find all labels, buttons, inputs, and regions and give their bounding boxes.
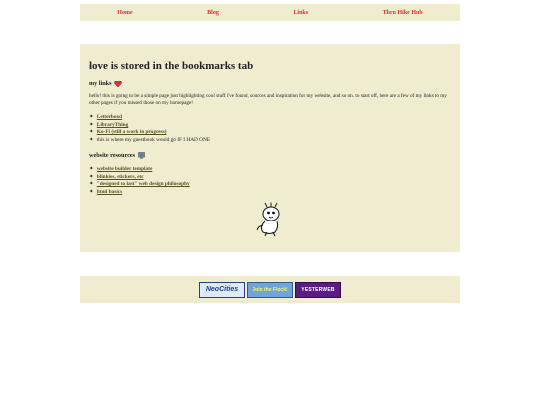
letterboxd-link[interactable]: Letterboxd xyxy=(96,114,123,120)
bullet-icon: ✦ xyxy=(89,166,94,172)
badge-footer xyxy=(80,276,460,303)
bullet-icon: ✦ xyxy=(89,121,94,128)
list-item xyxy=(89,174,190,182)
yesterweb-badge[interactable] xyxy=(295,282,341,298)
intro-paragraph: hello! this is going to be a simple page just highlighting cool stuff i've found, sources and inspiration for my website, and so on. to start off, here are a few of my links to my other pages if you missed those on my homepage! xyxy=(89,93,447,106)
list-item xyxy=(89,189,190,197)
bullet-icon: ✦ xyxy=(89,181,94,188)
designed-to-last-link[interactable]: "designed to last" web design philosophy xyxy=(96,181,190,188)
neocities-badge-text: NeoCities xyxy=(205,286,239,293)
blinkies-stickers-link[interactable]: blinkies, stickers, etc xyxy=(96,173,144,180)
join-the-flock-badge[interactable] xyxy=(247,282,293,298)
website-builder-template-link[interactable]: website builder template xyxy=(96,166,153,172)
heart-icon xyxy=(114,81,122,87)
list-item xyxy=(89,114,210,122)
list-item xyxy=(89,181,190,189)
list-item xyxy=(89,166,190,174)
bullet-icon: ✦ xyxy=(89,129,94,136)
kofi-link[interactable]: Ko-Fi (still a work in progress) xyxy=(96,129,167,136)
bullet-icon: ✦ xyxy=(89,189,94,196)
links-heading-text: my links xyxy=(89,80,112,87)
html-basics-link[interactable]: html basics xyxy=(96,189,123,196)
website-resources-list xyxy=(89,166,190,197)
guestbook-note: this is where my guestbook would go IF I HAD ONE xyxy=(96,137,211,144)
nav-blog-link[interactable]: Blog xyxy=(207,9,219,16)
join-the-flock-badge-text: Join the Flock! xyxy=(252,286,288,293)
list-item xyxy=(89,137,210,145)
bullet-icon: ✦ xyxy=(89,173,94,180)
page-title: love is stored in the bookmarks tab xyxy=(89,60,254,72)
top-nav xyxy=(80,4,460,21)
nav-thru-hike-hub-link[interactable]: Thru Hike Hub xyxy=(382,9,423,16)
resources-heading xyxy=(89,152,145,159)
my-links-list xyxy=(89,114,210,145)
computer-icon xyxy=(138,152,145,159)
bullet-icon: ✦ xyxy=(89,137,94,144)
links-heading xyxy=(89,80,122,87)
neocities-badge[interactable] xyxy=(199,282,245,298)
content-panel xyxy=(80,44,460,252)
yesterweb-badge-text: YESTERWEB xyxy=(301,286,335,293)
nav-home-link[interactable]: Home xyxy=(117,9,133,16)
bullet-icon: ✦ xyxy=(89,114,94,120)
resources-heading-text: website resources xyxy=(89,152,135,159)
nav-links-link[interactable]: Links xyxy=(293,9,309,16)
cartoon-bird-icon xyxy=(253,201,289,237)
list-item xyxy=(89,129,210,137)
librarything-link[interactable]: LibraryThing xyxy=(96,121,129,128)
